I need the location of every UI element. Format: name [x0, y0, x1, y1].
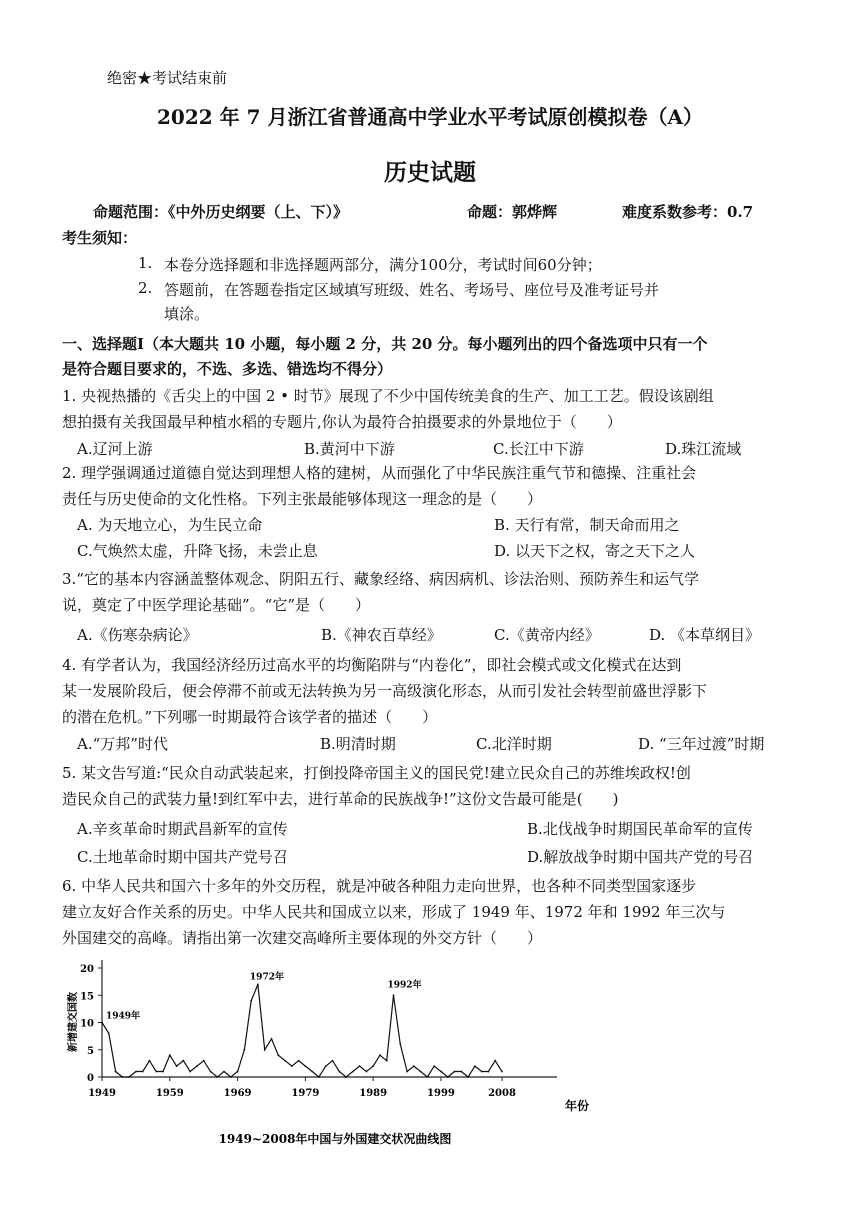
x-axis-label: 年份: [565, 1099, 590, 1113]
option-c: C.北洋时期: [476, 735, 552, 753]
x-tick-label: 1979: [291, 1088, 320, 1099]
chart-marks: [101, 970, 503, 1078]
data-point: [440, 1071, 442, 1073]
data-point: [210, 1071, 212, 1073]
data-point: [474, 1065, 476, 1067]
confidential-mark: 绝密★考试结束前: [107, 69, 228, 87]
notice-item-text: 本卷分选择题和非选择题两部分，满分100分，考试时间60分钟；: [164, 256, 602, 274]
x-tick-label: 1959: [155, 1088, 184, 1099]
data-point: [101, 1022, 103, 1024]
option-c: C.土地革命时期中国共产党号召: [77, 848, 288, 866]
data-point: [481, 1071, 483, 1073]
x-tick-label: 1999: [427, 1088, 455, 1099]
question-stem: 5. 某文告写道:“民众自动武装起来，打倒投降帝国主义的国民党!建立民众自己的苏维埃政权!创: [62, 764, 691, 782]
x-tick-label: 1989: [359, 1088, 388, 1099]
option-d: D. 以天下之权，寄之天下之人: [494, 542, 696, 560]
data-point: [149, 1060, 151, 1062]
data-point: [203, 1060, 205, 1062]
data-point: [135, 1071, 137, 1073]
x-tick-label: 1949: [88, 1088, 116, 1099]
difficulty-coefficient: 难度系数参考：0.7: [622, 203, 754, 221]
data-point: [291, 1065, 293, 1067]
notice-item-text: 答题前，在答题卷指定区域填写班级、姓名、考场号、座位号及准考证号并: [164, 281, 660, 299]
series-line: [102, 984, 502, 1077]
option-b: B.北伐战争时期国民革命军的宣传: [527, 820, 753, 838]
data-point: [372, 1065, 374, 1067]
data-point: [399, 1043, 401, 1045]
data-point: [467, 1076, 469, 1078]
option-d: D.解放战争时期中国共产党的号召: [527, 848, 754, 866]
diplomatic-relations-line-chart: [40, 950, 600, 1160]
y-tick-label: 15: [80, 991, 94, 1003]
option-d: D.珠江流域: [665, 440, 742, 458]
question-stem: 说，奠定了中医学理论基础”。“它”是（ ）: [62, 596, 371, 614]
question-stem: 4. 有学者认为，我国经济经历过高水平的均衡陷阱与“内卷化”，即社会模式或文化模式在达到: [62, 656, 682, 674]
option-d: D. “三年过渡”时期: [638, 735, 765, 753]
data-point: [264, 1049, 266, 1051]
chart-title: 1949~2008年中国与外国建交状况曲线图: [218, 1132, 452, 1146]
y-tick-label: 20: [80, 964, 94, 975]
data-point: [345, 1076, 347, 1078]
peak-annotation: 1972年: [249, 972, 284, 983]
data-point: [230, 1076, 232, 1078]
data-point: [257, 983, 259, 985]
question-stem: 某一发展阶段后，便会停滞不前或无法转换为另一高级演化形态，从而引发社会转型前盛世浮影下: [62, 682, 708, 700]
option-c: C.《黄帝内经》: [494, 626, 600, 644]
option-c: C.气焕然太虚，升降飞扬，未尝止息: [77, 542, 318, 560]
option-a: A.“万邦”时代: [77, 735, 168, 753]
data-point: [352, 1071, 354, 1073]
question-stem: 想拍摄有关我国最早种植水稻的专题片,你认为最符合拍摄要求的外景地位于（ ）: [62, 413, 622, 431]
exam-author: 命题：郭烨辉: [467, 203, 558, 221]
data-point: [359, 1065, 361, 1067]
question-stem: 1. 央视热播的《舌尖上的中国 2 • 时节》展现了不少中国传统美食的生产、加工工艺。假设该剧组: [62, 387, 714, 405]
y-axis-label: 新增建交国数: [68, 992, 79, 1052]
data-point: [277, 1054, 279, 1056]
data-point: [420, 1071, 422, 1073]
data-point: [108, 1033, 110, 1035]
data-point: [271, 1038, 273, 1040]
data-point: [501, 1071, 503, 1073]
y-tick-label: 10: [80, 1018, 94, 1030]
data-point: [176, 1065, 178, 1067]
x-tick-label: 1969: [223, 1088, 252, 1099]
notice-item-number: 2.: [138, 279, 153, 297]
data-point: [447, 1076, 449, 1078]
data-point: [189, 1071, 191, 1073]
data-point: [304, 1065, 306, 1067]
section-heading-line2: 是符合题目要求的，不选、多选、错选均不得分）: [62, 360, 393, 378]
x-tick-label: 2008: [488, 1088, 516, 1099]
peak-annotation: 1992年: [387, 980, 422, 991]
question-stem: 2. 理学强调通过道德自觉达到理想人格的建树，从而强化了中华民族注重气节和德操、注重社会: [62, 464, 697, 482]
data-point: [379, 1054, 381, 1056]
data-point: [115, 1071, 117, 1073]
option-b: B.黄河中下游: [304, 440, 395, 458]
data-point: [386, 1060, 388, 1062]
question-stem: 的潜在危机。”下列哪一时期最符合该学者的描述（ ）: [62, 708, 438, 726]
chart-axes: [80, 960, 557, 1099]
data-point: [182, 1060, 184, 1062]
data-point: [338, 1071, 340, 1073]
option-c: C.长江中下游: [493, 440, 584, 458]
subject-title: 历史试题: [384, 159, 476, 186]
data-point: [196, 1065, 198, 1067]
question-stem: 建立友好合作关系的历史。中华人民共和国成立以来，形成了 1949 年、1972 年和 1992 年三次与: [62, 903, 726, 921]
question-stem: 6. 中华人民共和国六十多年的外交历程，就是冲破各种阻力走向世界，也各种不同类型国家逐步: [62, 877, 697, 895]
option-a: A.《伤寒杂病论》: [77, 626, 198, 644]
data-point: [406, 1071, 408, 1073]
data-point: [488, 1071, 490, 1073]
data-point: [311, 1071, 313, 1073]
exam-title: 2022 年 7 月浙江省普通高中学业水平考试原创模拟卷（A）: [157, 105, 703, 129]
data-point: [284, 1060, 286, 1062]
y-tick-label: 0: [87, 1073, 94, 1084]
data-point: [155, 1071, 157, 1073]
option-a: A. 为天地立心，为生民立命: [77, 516, 263, 534]
data-point: [162, 1071, 164, 1073]
data-point: [366, 1071, 368, 1073]
y-tick-label: 5: [87, 1045, 94, 1057]
data-point: [393, 994, 395, 996]
option-b: B.《神农百草经》: [321, 626, 442, 644]
data-point: [413, 1065, 415, 1067]
question-stem: 责任与历史使命的文化性格。下列主张最能够体现这一理念的是（ ）: [62, 490, 543, 508]
question-stem: 3.“它的基本内容涵盖整体观念、阴阳五行、藏象经络、病因病机、诊法治则、预防养生和运气学: [62, 570, 699, 588]
data-point: [250, 1000, 252, 1002]
option-b: B.明清时期: [320, 735, 396, 753]
data-point: [298, 1060, 300, 1062]
data-point: [243, 1049, 245, 1051]
option-b: B. 天行有常，制天命而用之: [494, 516, 680, 534]
option-a: A.辽河上游: [77, 440, 153, 458]
data-point: [237, 1071, 239, 1073]
data-point: [494, 1060, 496, 1062]
data-point: [454, 1071, 456, 1073]
section-heading-line1: 一、选择题Ⅰ（本大题共 10 小题，每小题 2 分，共 20 分。每小题列出的四个备选项中只有一个: [62, 335, 708, 353]
data-point: [216, 1076, 218, 1078]
data-point: [128, 1076, 130, 1078]
option-a: A.辛亥革命时期武昌新军的宣传: [77, 820, 288, 838]
option-d: D. 《本草纲目》: [649, 626, 761, 644]
data-point: [427, 1076, 429, 1078]
data-point: [223, 1071, 225, 1073]
data-point: [121, 1076, 123, 1078]
peak-annotation: 1949年: [106, 1011, 141, 1022]
notice-item-number: 1.: [138, 254, 153, 272]
data-point: [169, 1054, 171, 1056]
question-stem: 造民众自己的武装力量!到红军中去，进行革命的民族战争!”这份文告最可能是( ): [62, 790, 619, 808]
data-point: [318, 1076, 320, 1078]
notice-heading: 考生须知：: [62, 229, 138, 247]
data-point: [332, 1060, 334, 1062]
data-point: [325, 1065, 327, 1067]
exam-scope: 命题范围：《中外历史纲要（上、下）》: [93, 203, 349, 221]
question-stem: 外国建交的高峰。请指出第一次建交高峰所主要体现的外交方针（ ）: [62, 929, 543, 947]
data-point: [460, 1071, 462, 1073]
notice-item-continuation: 填涂。: [164, 305, 210, 323]
data-point: [433, 1065, 435, 1067]
data-point: [142, 1071, 144, 1073]
